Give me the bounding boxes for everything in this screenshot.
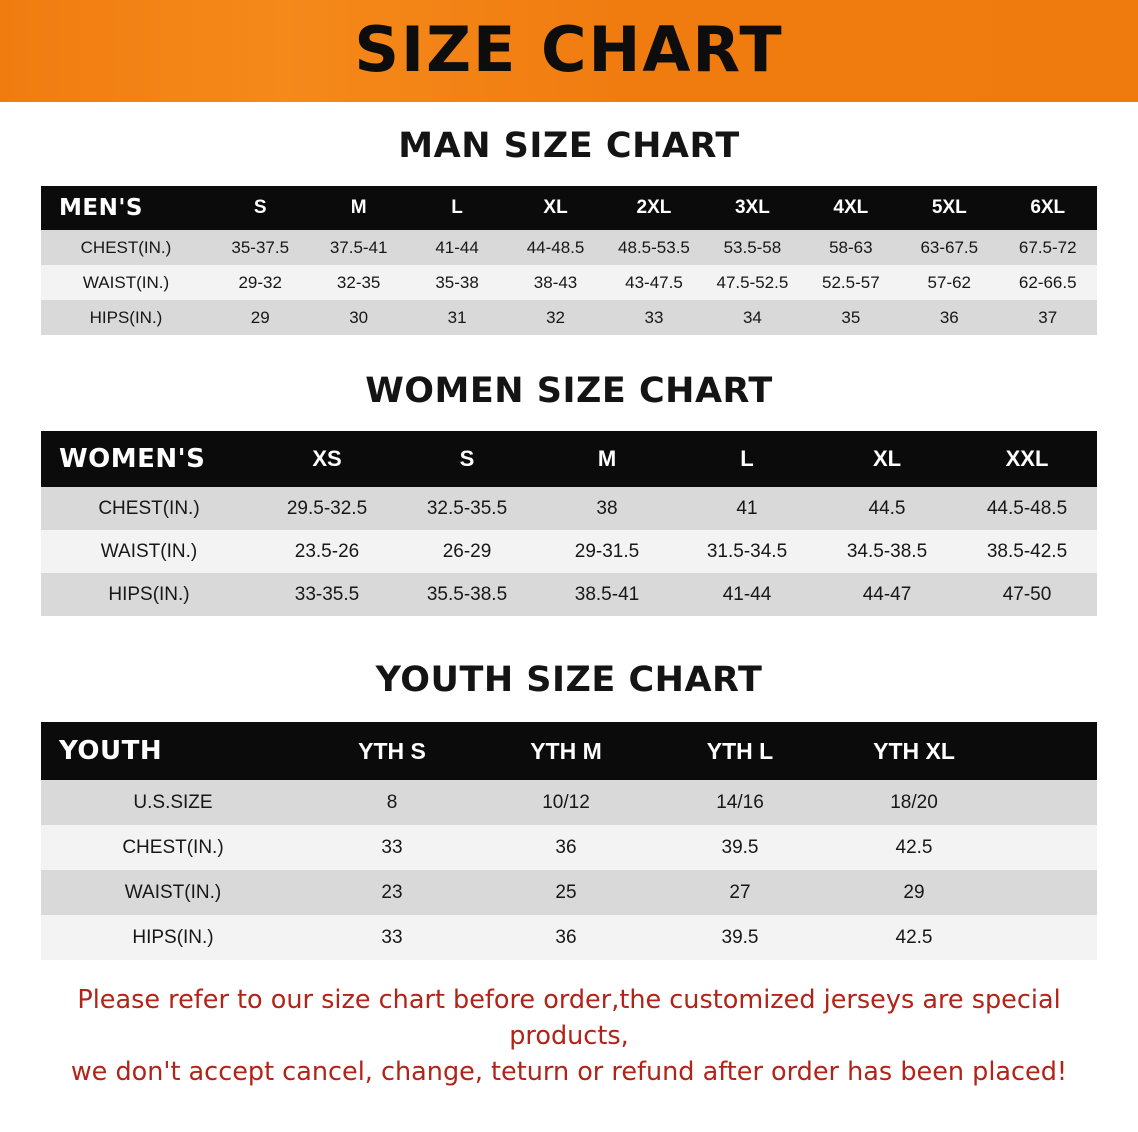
row-label: HIPS(IN.)	[41, 573, 257, 616]
cell: 33-35.5	[257, 573, 397, 616]
man-col-header: 4XL	[802, 186, 900, 230]
cell: 67.5-72	[999, 230, 1098, 265]
cell: 26-29	[397, 530, 537, 573]
cell: 57-62	[900, 265, 998, 300]
women-col-header: XXL	[957, 431, 1097, 487]
cell: 36	[479, 825, 653, 870]
row-label: CHEST(IN.)	[41, 487, 257, 530]
cell: 30	[309, 300, 407, 335]
man-col-header: 6XL	[999, 186, 1098, 230]
table-row	[41, 825, 1097, 870]
table-row	[41, 487, 1097, 530]
man-col-header: M	[309, 186, 407, 230]
cell: 35.5-38.5	[397, 573, 537, 616]
row-label: WAIST(IN.)	[41, 530, 257, 573]
youth-col-header: YTH XL	[827, 722, 1001, 780]
table-row	[41, 300, 1097, 335]
cell: 38	[537, 487, 677, 530]
women-col-header: XL	[817, 431, 957, 487]
cell: 52.5-57	[802, 265, 900, 300]
cell: 35	[802, 300, 900, 335]
man-col-header: L	[408, 186, 506, 230]
cell: 53.5-58	[703, 230, 801, 265]
cell: 8	[305, 780, 479, 825]
youth-col-header: YTH S	[305, 722, 479, 780]
women-corner-label: WOMEN'S	[41, 431, 257, 487]
cell: 34.5-38.5	[817, 530, 957, 573]
youth-col-header: YTH L	[653, 722, 827, 780]
disclaimer-line-2: we don't accept cancel, change, teturn or refund after order has been placed!	[70, 1057, 1068, 1088]
women-size-table-wrapper	[41, 431, 1097, 616]
women-col-header: S	[397, 431, 537, 487]
cell: 33	[605, 300, 703, 335]
row-label: U.S.SIZE	[41, 780, 305, 825]
cell: 29-32	[211, 265, 309, 300]
youth-size-table-wrapper	[41, 722, 1097, 960]
cell: 36	[479, 915, 653, 960]
page-title: SIZE CHART	[354, 13, 784, 86]
row-label: WAIST(IN.)	[41, 265, 211, 300]
man-size-table	[41, 186, 1097, 335]
table-row	[41, 573, 1097, 616]
cell-spacer	[1001, 780, 1097, 825]
row-label: HIPS(IN.)	[41, 300, 211, 335]
cell: 29	[827, 870, 1001, 915]
youth-col-header-spacer	[1001, 722, 1097, 780]
cell: 62-66.5	[999, 265, 1098, 300]
cell: 31.5-34.5	[677, 530, 817, 573]
cell: 23.5-26	[257, 530, 397, 573]
cell: 41	[677, 487, 817, 530]
cell: 35-37.5	[211, 230, 309, 265]
cell: 38-43	[506, 265, 604, 300]
youth-col-header: YTH M	[479, 722, 653, 780]
youth-section-title: YOUTH SIZE CHART	[375, 660, 763, 700]
cell: 14/16	[653, 780, 827, 825]
cell: 38.5-41	[537, 573, 677, 616]
row-label: WAIST(IN.)	[41, 870, 305, 915]
table-row	[41, 265, 1097, 300]
cell: 25	[479, 870, 653, 915]
cell: 41-44	[677, 573, 817, 616]
cell: 31	[408, 300, 506, 335]
row-label: HIPS(IN.)	[41, 915, 305, 960]
man-col-header: 3XL	[703, 186, 801, 230]
cell: 35-38	[408, 265, 506, 300]
cell: 29-31.5	[537, 530, 677, 573]
table-row	[41, 530, 1097, 573]
table-header-row	[41, 431, 1097, 487]
cell: 32.5-35.5	[397, 487, 537, 530]
women-size-table	[41, 431, 1097, 616]
row-label: CHEST(IN.)	[41, 230, 211, 265]
cell: 39.5	[653, 825, 827, 870]
cell: 23	[305, 870, 479, 915]
cell: 37	[999, 300, 1098, 335]
women-col-header: XS	[257, 431, 397, 487]
cell: 42.5	[827, 915, 1001, 960]
cell: 43-47.5	[605, 265, 703, 300]
cell: 41-44	[408, 230, 506, 265]
disclaimer-note	[44, 982, 1094, 1091]
cell: 10/12	[479, 780, 653, 825]
cell: 27	[653, 870, 827, 915]
cell: 48.5-53.5	[605, 230, 703, 265]
cell: 36	[900, 300, 998, 335]
cell: 18/20	[827, 780, 1001, 825]
man-col-header: XL	[506, 186, 604, 230]
cell: 63-67.5	[900, 230, 998, 265]
cell: 32	[506, 300, 604, 335]
cell: 37.5-41	[309, 230, 407, 265]
cell: 29	[211, 300, 309, 335]
man-col-header: S	[211, 186, 309, 230]
table-row	[41, 870, 1097, 915]
table-row	[41, 230, 1097, 265]
cell: 44-48.5	[506, 230, 604, 265]
man-size-table-wrapper	[41, 186, 1097, 335]
cell: 47-50	[957, 573, 1097, 616]
man-col-header: 5XL	[900, 186, 998, 230]
cell: 33	[305, 915, 479, 960]
cell: 38.5-42.5	[957, 530, 1097, 573]
cell: 29.5-32.5	[257, 487, 397, 530]
cell: 34	[703, 300, 801, 335]
women-col-header: M	[537, 431, 677, 487]
man-corner-label: MEN'S	[41, 186, 211, 230]
cell: 44-47	[817, 573, 957, 616]
cell-spacer	[1001, 825, 1097, 870]
man-col-header: 2XL	[605, 186, 703, 230]
cell: 39.5	[653, 915, 827, 960]
man-section-title: MAN SIZE CHART	[398, 126, 740, 166]
table-row	[41, 780, 1097, 825]
women-section-title: WOMEN SIZE CHART	[365, 371, 773, 411]
women-col-header: L	[677, 431, 817, 487]
cell: 32-35	[309, 265, 407, 300]
cell: 58-63	[802, 230, 900, 265]
row-label: CHEST(IN.)	[41, 825, 305, 870]
youth-size-table	[41, 722, 1097, 960]
cell-spacer	[1001, 915, 1097, 960]
cell: 44.5-48.5	[957, 487, 1097, 530]
cell: 47.5-52.5	[703, 265, 801, 300]
cell: 42.5	[827, 825, 1001, 870]
table-row	[41, 915, 1097, 960]
table-header-row	[41, 722, 1097, 780]
header-banner	[0, 0, 1138, 102]
disclaimer-line-1: Please refer to our size chart before order,the customized jerseys are special products,	[77, 985, 1061, 1052]
table-header-row	[41, 186, 1097, 230]
cell: 44.5	[817, 487, 957, 530]
youth-corner-label: YOUTH	[41, 722, 305, 780]
cell-spacer	[1001, 870, 1097, 915]
cell: 33	[305, 825, 479, 870]
